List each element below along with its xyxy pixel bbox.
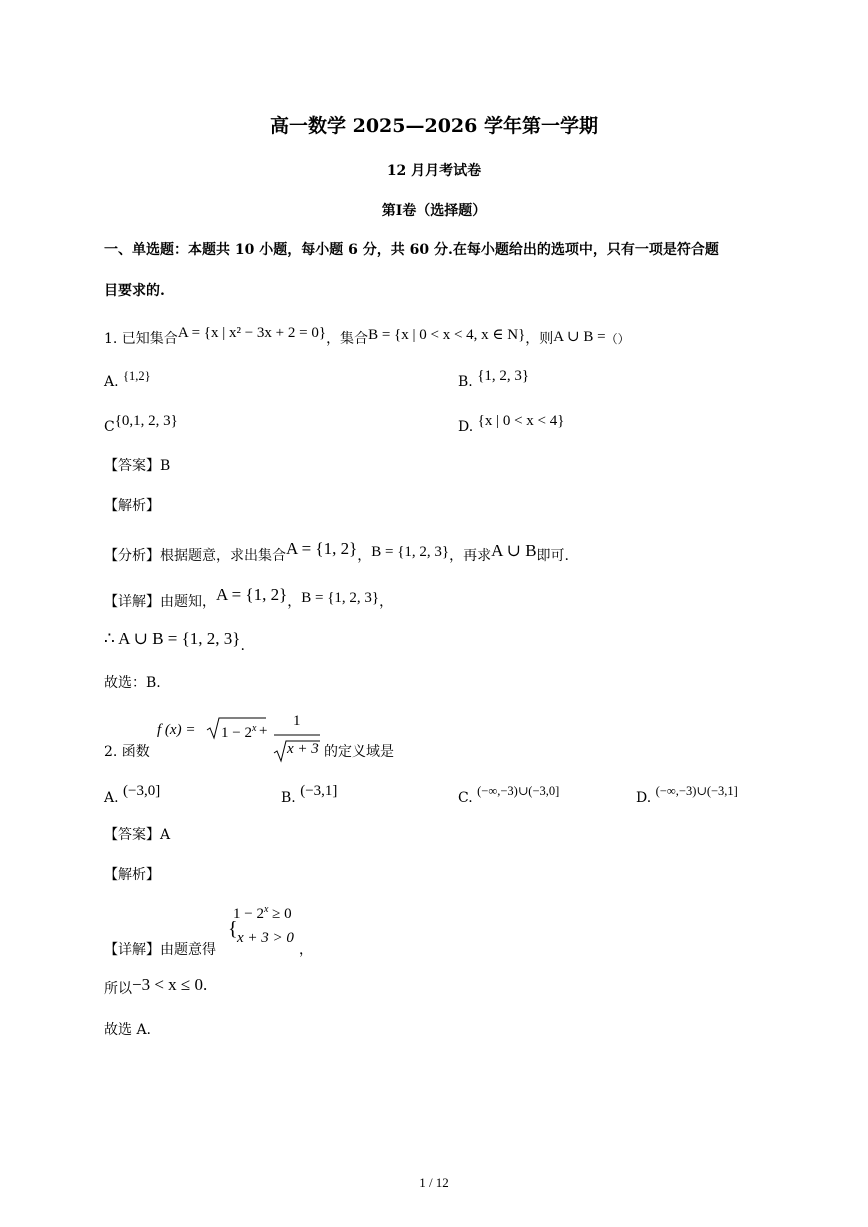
- q1-fenxi-union: A ∪ B: [491, 541, 537, 560]
- q1-detail-end: ，: [379, 594, 394, 610]
- q2-option-d: [636, 784, 738, 807]
- q2-option-c: [458, 784, 560, 807]
- q1-therefore-end: .: [240, 638, 245, 654]
- q2-so: [104, 975, 208, 998]
- q1-stem: [104, 325, 630, 348]
- instructions-line-2: 目要求的.: [104, 283, 165, 299]
- q2-system-brace: {: [228, 918, 238, 940]
- section-title: 第Ⅰ卷（选择题）: [381, 203, 487, 219]
- q1-paren: （）: [605, 332, 630, 346]
- q2-answer: 【答案】A: [104, 827, 171, 843]
- q2-option-b-label: B.: [281, 790, 296, 806]
- q1-analysis-heading: 【解析】: [104, 498, 160, 514]
- q1-mid: ，集合: [326, 331, 369, 347]
- q1-prefix: 1. 已知集合: [104, 331, 178, 347]
- q2-detail-prefix: 【详解】由题意得: [104, 942, 216, 958]
- q1-union: A ∪ B =: [553, 329, 606, 345]
- q1-option-c: [104, 413, 178, 436]
- q1-option-d: [458, 413, 565, 436]
- q2-option-b: [281, 783, 338, 807]
- q1-fenxi-set-b: B = {1, 2, 3}: [371, 544, 450, 560]
- q2-denominator: x + 3: [287, 741, 319, 757]
- q1-option-b: [458, 368, 530, 391]
- q2-option-a: [104, 783, 161, 807]
- q1-detail: [104, 585, 394, 611]
- q2-plus: +: [259, 723, 268, 739]
- q2-option-c-value: (−∞,−3)∪(−3,0]: [477, 784, 560, 798]
- q2-option-c-label: C.: [458, 790, 473, 806]
- q2-system-end: ，: [299, 942, 313, 958]
- q2-system-line-2: x + 3 > 0: [237, 930, 294, 946]
- q1-set-b: B = {x | 0 < x < 4, x ∈ N}: [368, 327, 526, 343]
- q1-detail-set-b: B = {1, 2, 3}: [301, 590, 380, 606]
- q2-numerator: 1: [293, 713, 301, 729]
- q1-option-a: [104, 369, 151, 391]
- q2-suffix: 的定义域是: [324, 744, 394, 760]
- exam-subtitle: 12 月月考试卷: [386, 163, 482, 179]
- q2-so-value: −3 < x ≤ 0.: [132, 975, 208, 994]
- q1-fenxi-end: 即可.: [536, 548, 569, 564]
- q1-choose: 故选：B.: [104, 675, 161, 691]
- q2-option-d-label: D.: [636, 790, 652, 806]
- q2-option-a-value: (−3,0]: [123, 783, 161, 799]
- q2-system-line-1-base: 1 − 2: [233, 906, 264, 922]
- q1-detail-comma: ，: [287, 594, 302, 610]
- exam-title: 高一数学 2025—2026 学年第一学期: [270, 115, 598, 137]
- q2-radicand-1-exp: x: [251, 723, 257, 734]
- q1-then: ，则: [525, 331, 554, 347]
- q1-option-a-label: A.: [104, 374, 119, 390]
- q1-answer: 【答案】B: [104, 458, 171, 474]
- q1-option-d-value: {x | 0 < x < 4}: [477, 413, 565, 429]
- q2-system-line-1-end: ≥ 0: [268, 906, 292, 922]
- q1-therefore-expression: ∴ A ∪ B = {1, 2, 3}: [104, 629, 241, 648]
- q1-option-b-label: B.: [458, 374, 473, 390]
- instructions-line-1: 一、单选题：本题共 10 小题，每小题 6 分，共 60 分.在每小题给出的选项中，只有一项是符合题: [104, 242, 719, 258]
- q1-option-a-value: {1,2}: [123, 369, 151, 383]
- q2-system-line-1-exp: x: [263, 904, 269, 915]
- q1-set-a: A = {x | x² − 3x + 2 = 0}: [177, 325, 327, 341]
- q1-fenxi: [104, 539, 569, 565]
- q1-fenxi-mid: ，再求: [449, 548, 492, 564]
- q2-option-b-value: (−3,1]: [300, 783, 338, 799]
- q2-analysis-heading: 【解析】: [104, 867, 160, 883]
- q2-radicand-1-base: 1 − 2: [221, 725, 252, 741]
- q2-option-a-label: A.: [104, 790, 119, 806]
- q2-fx-label: f (x) =: [157, 722, 196, 738]
- q1-fenxi-prefix: 【分析】根据题意，求出集合: [104, 548, 286, 564]
- page-number: 1 / 12: [419, 1175, 449, 1190]
- q1-fenxi-comma: ，: [357, 548, 372, 564]
- q1-therefore: [104, 629, 245, 654]
- q1-detail-set-a: A = {1, 2}: [216, 585, 288, 604]
- q2-so-prefix: 所以: [104, 981, 132, 997]
- q2-choose: 故选 A.: [104, 1022, 152, 1038]
- q2-radicand-1: [221, 723, 256, 742]
- q1-option-d-label: D.: [458, 419, 474, 435]
- q2-prefix: 2. 函数: [104, 744, 150, 760]
- q2-system-line-1: [233, 904, 292, 923]
- q1-option-b-value: {1, 2, 3}: [477, 368, 530, 384]
- q1-option-c-value: {0,1, 2, 3}: [114, 413, 178, 429]
- q1-option-c-label: C: [104, 419, 115, 435]
- q1-detail-prefix: 【详解】由题知，: [104, 594, 216, 610]
- q1-fenxi-set-a: A = {1, 2}: [286, 539, 358, 558]
- q2-fx: [157, 722, 195, 739]
- q2-option-d-value: (−∞,−3)∪(−3,1]: [655, 784, 738, 798]
